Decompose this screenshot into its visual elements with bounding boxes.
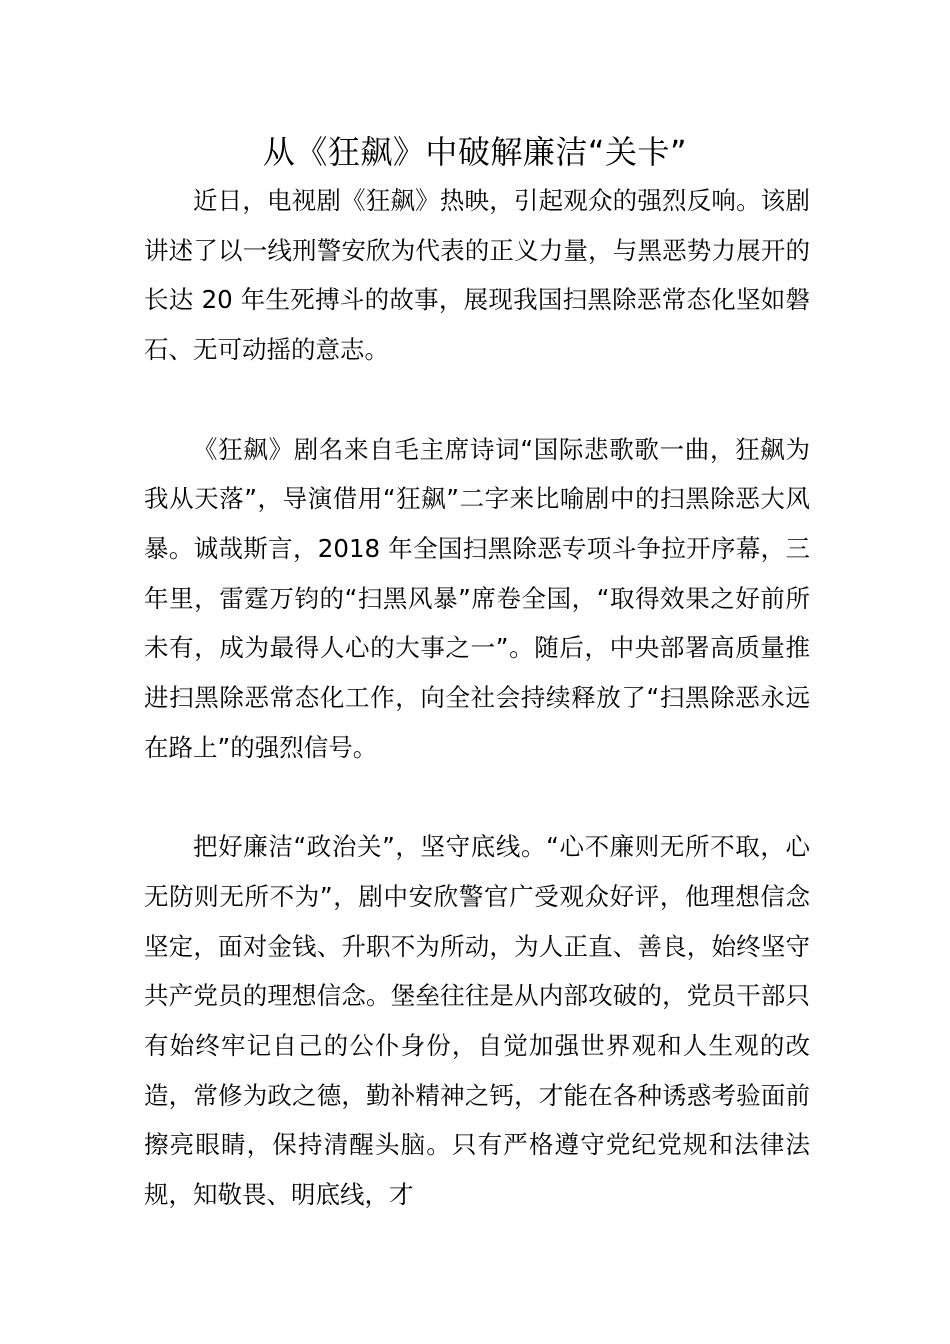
paragraph-spacer bbox=[144, 772, 810, 822]
paragraph-3: 把好廉洁“政治关”，坚守底线。“心不廉则无所不取，心无防则无所不为”，剧中安欣警官广受观众好评，他理想信念坚定，面对金钱、升职不为所动，为人正直、善良，始终坚守共产党员的理想信念。堡垒往往是从内部攻破的，党员干部只有始终牢记自己的公仆身份，自觉加强世界观和人生观的改造，常修为政之德，勤补精神之钙，才能在各种诱惑考验面前擦亮眼睛，保持清醒头脑。只有严格遵守党纪党规和法律法规，知敬畏、明底线，才 bbox=[144, 832, 810, 1210]
paragraph-spacer bbox=[144, 375, 810, 425]
document-title: 从《狂飙》中破解廉洁“关卡” bbox=[262, 133, 688, 171]
paragraph-1: 近日，电视剧《狂飙》热映，引起观众的强烈反响。该剧讲述了以一线刑警安欣为代表的正义力量，与黑恶势力展开的长达 20 年生死搏斗的故事，展现我国扫黑除恶常态化坚如磐石、无可动摇的意志。 bbox=[144, 186, 810, 365]
document-body bbox=[144, 176, 810, 1220]
paragraph-2: 《狂飙》剧名来自毛主席诗词“国际悲歌歌一曲，狂飙为我从天落”，导演借用“狂飙”二字来比喻剧中的扫黑除恶大风暴。诚哉斯言，2018 年全国扫黑除恶专项斗争拉开序幕，三年里，雷霆万钧的“扫黑风暴”席卷全国，“取得效果之好前所未有，成为最得人心的大事之一”。随后，中央部署高质量推进扫黑除恶常态化工作，向全社会持续释放了“扫黑除恶永远在路上”的强烈信号。 bbox=[144, 434, 810, 762]
